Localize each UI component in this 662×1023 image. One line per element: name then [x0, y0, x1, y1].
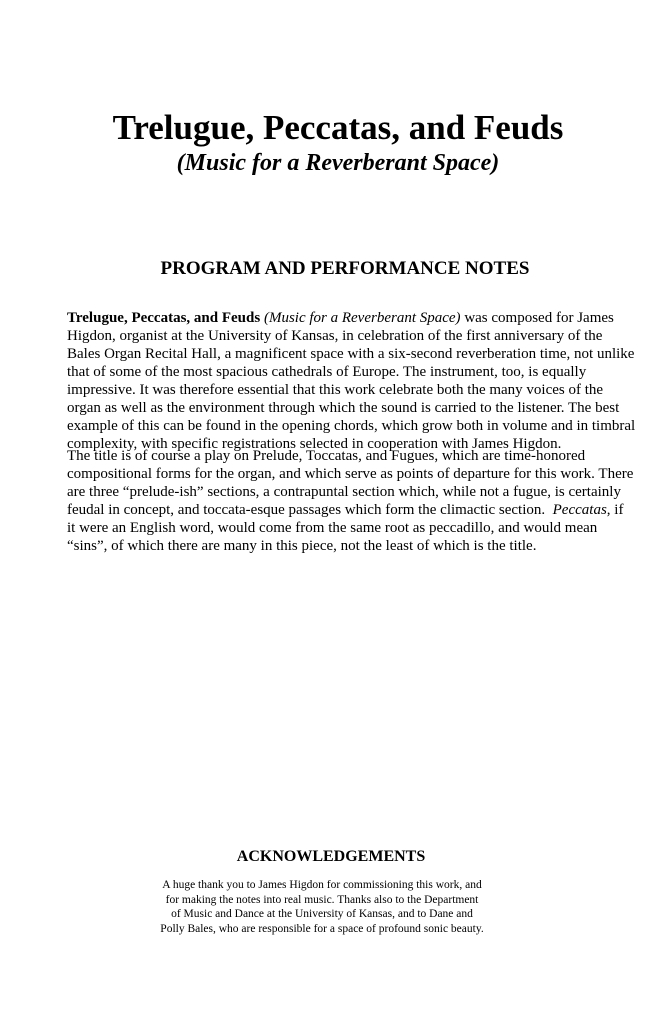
ack-line: A huge thank you to James Higdon for commissioning this work, and — [162, 879, 482, 891]
section-heading-program-notes: PROGRAM AND PERFORMANCE NOTES — [160, 258, 530, 279]
paragraph-line: that of some of the most spacious cathedrals of Europe. The instrument, too, is equally — [67, 364, 587, 380]
ack-line: of Music and Dance at the University of Kansas, and to Dane and — [171, 908, 473, 920]
section-heading-acknowledgements: ACKNOWLEDGEMENTS — [236, 848, 426, 865]
paragraph-line: impressive. It was therefore essential that this work celebrate both the many voices of the — [67, 382, 604, 398]
document-title: Trelugue, Peccatas, and Feuds — [112, 108, 564, 147]
paragraph-line: complexity, with specific registrations selected in cooperation with James Higdon. — [67, 436, 562, 452]
ack-line: for making the notes into real music. Thanks also to the Department — [165, 893, 479, 906]
acknowledgements-text — [0, 878, 644, 936]
work-title-bold: Trelugue, Peccatas, and Feuds — [67, 310, 261, 326]
paragraph-line: “sins”, of which there are many in this piece, not the least of which is the title. — [67, 538, 537, 554]
paragraph-line: example of this can be found in the opening chords, which grow both in volume and in timbral — [67, 418, 636, 434]
paragraph-2 — [67, 447, 633, 555]
text-run: , if — [606, 502, 624, 518]
paragraph-line: are three “prelude-ish” sections, a contrapuntal section which, while not a fugue, is certainly — [67, 484, 621, 500]
paragraph-line: Bales Organ Recital Hall, a magnificent space with a six-second reverberation time, not unlike — [67, 346, 635, 362]
paragraph-line: compositional forms for the organ, and which serve as points of departure for this work. There — [67, 466, 634, 482]
paragraph-line — [67, 501, 633, 519]
text-run: feudal in concept, and toccata-esque passages which form the climactic section. — [67, 502, 553, 518]
work-subtitle-italic: (Music for a Reverberant Space) — [263, 310, 461, 326]
document-subtitle: (Music for a Reverberant Space) — [176, 150, 500, 176]
paragraph-line: The title is of course a play on Prelude, Toccatas, and Fugues, which are time-honored — [67, 448, 586, 464]
italic-word: Peccatas — [552, 502, 607, 518]
paragraph-line — [67, 309, 635, 327]
paragraph-line: it were an English word, would come from the same root as peccadillo, and would mean — [67, 520, 598, 536]
text-run: was composed for James — [460, 310, 614, 326]
paragraph-line: Higdon, organist at the University of Kansas, in celebration of the first anniversary of the — [67, 328, 603, 344]
paragraph-1 — [67, 309, 635, 453]
ack-line: Polly Bales, who are responsible for a space of profound sonic beauty. — [160, 922, 484, 935]
paragraph-line: organ as well as the environment through which the sound is carried to the listener. The best — [67, 400, 620, 416]
